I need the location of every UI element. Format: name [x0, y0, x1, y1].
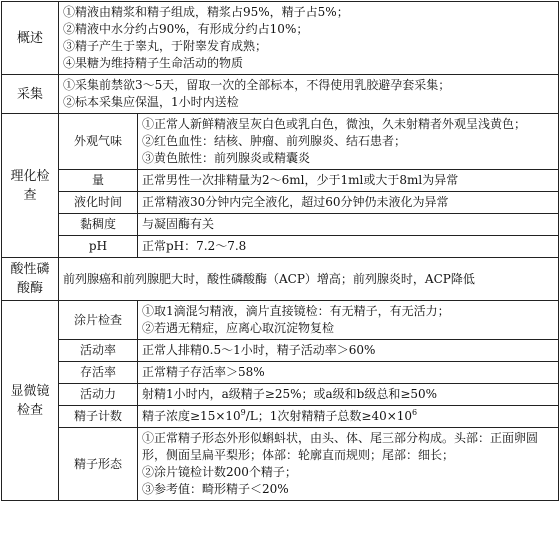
row-motility: [2, 384, 559, 406]
label-smear: 涂片检查: [59, 301, 138, 340]
volume-content: 正常男性一次排精量为2～6ml，少于1ml或大于8ml为异常: [138, 170, 559, 192]
label-viscosity: 黏稠度: [59, 214, 138, 236]
row-overview: [2, 2, 559, 75]
collection-line-1: ①采集前禁欲3～5天，留取一次的全部标本，不得使用乳胶避孕套采集；: [63, 78, 451, 92]
sperm-count-prefix: 精子浓度≥15×10: [142, 409, 241, 423]
label-motility-rate: 活动率: [59, 340, 138, 362]
collection-line-2: ②标本采集应保温，1小时内送检: [63, 95, 239, 109]
row-motility-rate: [2, 340, 559, 362]
row-volume: [2, 170, 559, 192]
row-smear: [2, 301, 559, 340]
section-title-acp: 酸性磷酸酶: [2, 258, 59, 301]
label-morphology: 精子形态: [59, 428, 138, 501]
acp-content: 前列腺癌和前列腺肥大时，酸性磷酸酶（ACP）增高；前列腺炎时，ACP降低: [59, 258, 559, 301]
section-title-physical: 理化检查: [2, 114, 59, 258]
sperm-count-middle: /L；1次射精精子总数≥40×10: [245, 409, 413, 423]
section-title-overview: 概述: [2, 2, 59, 75]
sperm-count-exponent-2: 6: [412, 408, 418, 417]
morphology-content: [138, 428, 559, 501]
overview-content: [59, 2, 559, 75]
label-volume: 量: [59, 170, 138, 192]
sperm-count-content: [138, 406, 559, 428]
section-title-collection: 采集: [2, 75, 59, 114]
smear-line-1: ①取1滴混匀精液，滴片直接镜检：有无精子，有无活力；: [142, 304, 450, 318]
appearance-line-3: ③黄色脓性：前列腺炎或精囊炎: [142, 151, 311, 165]
appearance-line-1: ①正常人新鲜精液呈灰白色或乳白色，微浊，久未射精者外观呈浅黄色；: [142, 117, 527, 131]
label-motility: 活动力: [59, 384, 138, 406]
label-sperm-count: 精子计数: [59, 406, 138, 428]
row-sperm-count: [2, 406, 559, 428]
morphology-line-1: ①正常精子形态外形似蝌蚪状，由头、体、尾三部分构成。头部：正面卵圆形，侧面呈扁平梨形；体部：轮廓直而规则；尾部：细长；: [142, 431, 539, 462]
ph-content: 正常pH：7.2～7.8: [138, 236, 559, 258]
section-title-microscopy: 显微镜检查: [2, 301, 59, 501]
appearance-line-2: ②红色血性：结核、肿瘤、前列腺炎、结石患者；: [142, 134, 407, 148]
collection-content: [59, 75, 559, 114]
viscosity-content: 与凝固酶有关: [138, 214, 559, 236]
motility-content: 射精1小时内，a级精子≥25%；或a级和b级总和≥50%: [138, 384, 559, 406]
overview-line-2: ②精液中水分约占90%，有形成分约占10%；: [63, 22, 309, 36]
label-survival-rate: 存活率: [59, 362, 138, 384]
motility-rate-content: 正常人排精0.5～1小时，精子活动率＞60%: [138, 340, 559, 362]
morphology-line-3: ③参考值：畸形精子＜20%: [142, 482, 289, 496]
smear-content: [138, 301, 559, 340]
label-appearance: 外观气味: [59, 114, 138, 170]
row-liquefaction: [2, 192, 559, 214]
row-viscosity: [2, 214, 559, 236]
semen-exam-table: [1, 1, 559, 501]
overview-line-4: ④果糖为维持精子生命活动的物质: [63, 56, 244, 70]
label-ph: pH: [59, 236, 138, 258]
overview-line-3: ③精子产生于睾丸，于附睾发育成熟；: [63, 39, 268, 53]
row-survival-rate: [2, 362, 559, 384]
row-collection: [2, 75, 559, 114]
liquefaction-content: 正常精液30分钟内完全液化，超过60分钟仍未液化为异常: [138, 192, 559, 214]
sperm-count-exponent-1: 9: [240, 408, 246, 417]
row-ph: [2, 236, 559, 258]
row-morphology: [2, 428, 559, 501]
label-liquefaction: 液化时间: [59, 192, 138, 214]
survival-rate-content: 正常精子存活率＞58%: [138, 362, 559, 384]
row-appearance: [2, 114, 559, 170]
row-acp: [2, 258, 559, 301]
smear-line-2: ②若遇无精症，应离心取沉淀物复检: [142, 321, 335, 335]
morphology-line-2: ②涂片镜检计数200个精子；: [142, 465, 297, 479]
overview-line-1: ①精液由精浆和精子组成，精浆占95%，精子占5%；: [63, 5, 349, 19]
appearance-content: [138, 114, 559, 170]
